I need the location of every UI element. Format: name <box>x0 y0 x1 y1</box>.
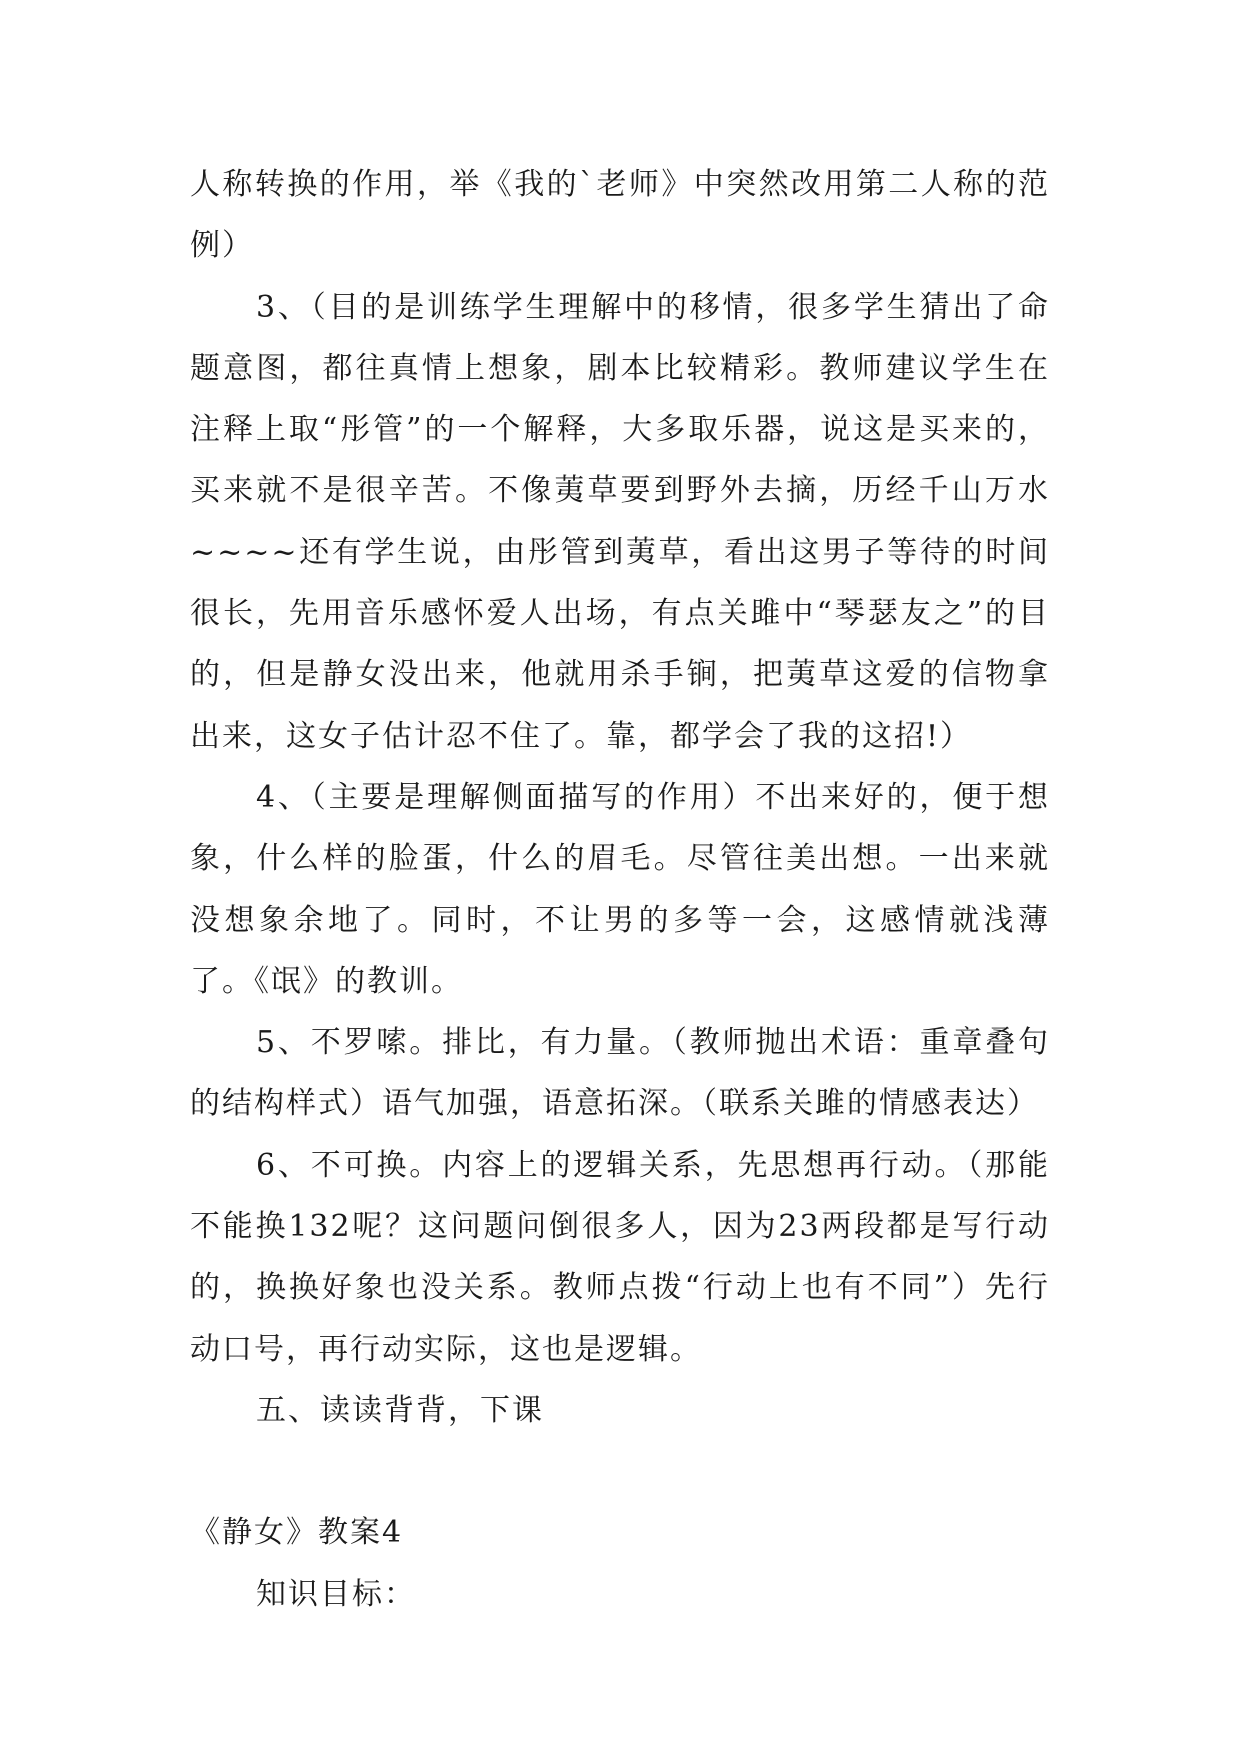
section-subtitle: 知识目标： <box>256 1576 416 1612</box>
document-body <box>190 154 1050 1625</box>
paragraph-continuation: 人称转换的作用，举《我的`老师》中突然改用第二人称的范例） <box>190 167 1050 264</box>
section-title: 《静女》教案4 <box>190 1515 404 1551</box>
paragraph-item-6: 6、不可换。内容上的逻辑关系，先思想再行动。（那能不能换132呢？这问题问倒很多人，因为23两段都是写行动的，换换好象也没关系。教师点拨“行动上也有不同”）先行动口号，再行动实际，这也是逻辑。 <box>190 1147 1050 1367</box>
paragraph-item-5: 5、不罗嗦。排比，有力量。（教师抛出术语：重章叠句的结构样式）语气加强，语意拓深。（联系关雎的情感表达） <box>190 1025 1050 1122</box>
paragraph-item-3: 3、（目的是训练学生理解中的移情，很多学生猜出了命题意图，都往真情上想象，剧本比较精彩。教师建议学生在注释上取“彤管”的一个解释，大多取乐器，说这是买来的，买来就不是很辛苦。不像荑草要到野外去摘，历经千山万水~~~~还有学生说，由彤管到荑草，看出这男子等待的时间很长，先用音乐感怀爱人出场，有点关雎中“琴瑟友之”的目的，但是静女没出来，他就用杀手锏，把荑草这爱的信物拿出来，这女子估计忍不住了。靠，都学会了我的这招!） <box>190 289 1050 754</box>
paragraph-item-4: 4、（主要是理解侧面描写的作用）不出来好的，便于想象，什么样的脸蛋，什么的眉毛。尽管往美出想。一出来就没想象余地了。同时，不让男的多等一会，这感情就浅薄了。《氓》的教训。 <box>190 779 1050 999</box>
paragraph-section-five: 五、读读背背，下课 <box>256 1392 544 1428</box>
section-spacer <box>190 1441 1050 1502</box>
